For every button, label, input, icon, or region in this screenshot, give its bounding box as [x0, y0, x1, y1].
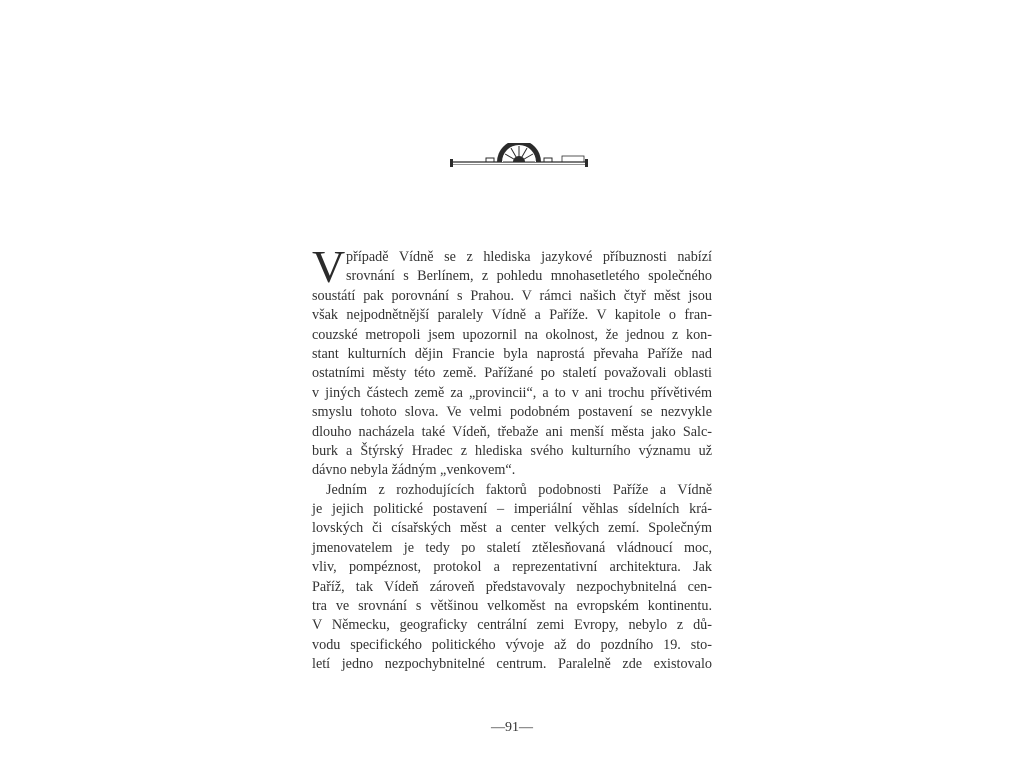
- drop-cap: V: [312, 241, 346, 292]
- body-text: [312, 241, 712, 675]
- text-line: soustátí pak porovnání s Prahou. V rámci našich čtyř měst jsou: [312, 287, 712, 304]
- paragraph-2: [312, 481, 712, 675]
- text-line: však nejpodnětnější paralely Vídně a Paříže. V kapitole o fran-: [312, 307, 712, 324]
- text-line: stant kulturních dějin Francie byla naprostá převaha Paříže nad: [312, 345, 712, 362]
- text-line: burk a Štýrský Hradec z hlediska svého kulturního významu už: [312, 442, 712, 459]
- text-line: srovnání s Berlínem, z pohledu mnohasetletého společného: [346, 268, 712, 285]
- text-line: lovských či císařských měst a center velkých zemí. Společným: [312, 520, 712, 537]
- paragraph-1: [312, 241, 712, 481]
- text-line: v jiných částech země za „provincii“, a to v ani trochu přívětivém: [312, 384, 712, 401]
- text-line: dlouho nacházela také Vídeň, třebaže ani menší města jako Salc-: [312, 423, 712, 440]
- text-line: Paříž, tak Vídeň zároveň představovaly nezpochybnitelná cen-: [312, 578, 712, 595]
- page-number: —91—: [491, 720, 533, 735]
- text-line: V Německu, geograficky centrální zemi Evropy, nebylo z dů-: [312, 617, 712, 634]
- text-line: vliv, pompéznost, protokol a reprezentativní architektura. Jak: [312, 559, 712, 576]
- text-line: letí jedno nezpochybnitelné centrum. Paralelně zde existovalo: [312, 656, 712, 673]
- text-line: Jedním z rozhodujících faktorů podobnosti Paříže a Vídně: [326, 481, 712, 498]
- text-line: couzské metropoli jsem upozornil na okolnost, že jednou z kon-: [312, 326, 712, 343]
- text-line: dávno nebyla žádným „venkovem“.: [312, 462, 516, 479]
- text-line: případě Vídně se z hlediska jazykové příbuznosti nabízí: [346, 249, 712, 265]
- text-line: tra ve srovnání s většinou velkoměst na evropském kontinentu.: [312, 598, 712, 615]
- text-line: ostatními městy této země. Pařížané po staletí považovali oblasti: [312, 365, 712, 382]
- text-line: vodu specifického politického vývoje až do pozdního 19. sto-: [312, 636, 712, 653]
- art-deco-fan-ornament-icon: [450, 143, 588, 169]
- text-line: je jejich politické postavení – imperiální věhlas sídelních krá-: [312, 501, 712, 518]
- text-line: jmenovatelem je tedy po staletí ztělesňovaná vládnoucí moc,: [312, 539, 712, 556]
- text-line: smyslu tohoto slova. Ve velmi podobném postavení se nezvykle: [312, 404, 712, 421]
